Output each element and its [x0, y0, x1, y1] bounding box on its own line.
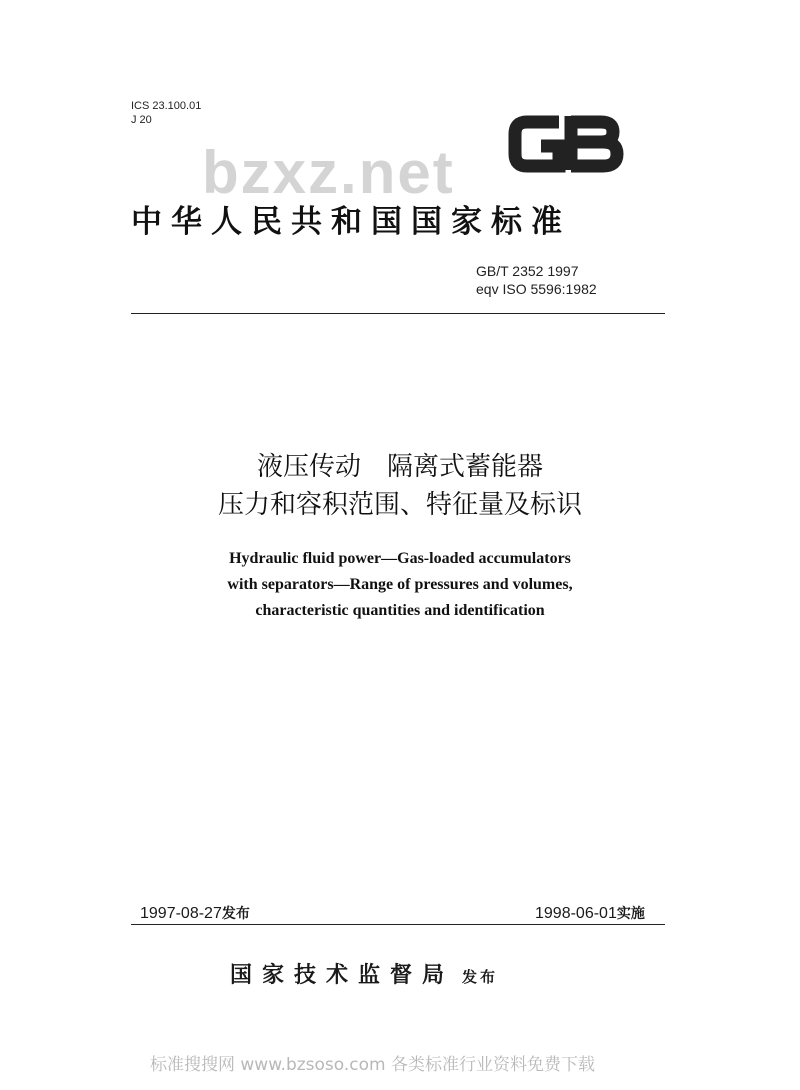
- english-title-line-2: with separators—Range of pressures and volumes,: [227, 576, 573, 593]
- effective-date-value: 1998-06-01: [535, 905, 617, 922]
- publisher: [230, 958, 498, 989]
- chinese-title-line-1: 液压传动 隔离式蓄能器: [256, 452, 543, 482]
- footer-source-text: 标准搜搜网 www.bzsoso.com 各类标准行业资料免费下载: [150, 1055, 596, 1075]
- effective-date-label: 实施: [616, 905, 645, 921]
- english-title: [150, 546, 650, 624]
- chinese-title: [130, 448, 670, 524]
- top-divider: [131, 313, 665, 314]
- english-title-line-1: Hydraulic fluid power—Gas-loaded accumulators: [229, 550, 571, 567]
- english-title-line-3: characteristic quantities and identification: [255, 602, 545, 619]
- publisher-name: 国家技术监督局: [230, 962, 455, 988]
- standard-type-title: 中华人民共和国国家标准: [131, 204, 571, 240]
- ccs-code: J 20: [131, 114, 152, 126]
- issue-date-label: 发布: [221, 905, 250, 921]
- chinese-title-line-2: 压力和容积范围、特征量及标识: [217, 490, 582, 520]
- effective-date: [535, 903, 645, 923]
- watermark-text: bzxz.net: [202, 139, 455, 206]
- issue-date-value: 1997-08-27: [140, 905, 222, 922]
- ics-code: ICS 23.100.01: [131, 100, 202, 112]
- bottom-divider: [131, 924, 665, 925]
- publisher-action: 发布: [462, 968, 499, 986]
- gb-logo-icon: [505, 108, 627, 178]
- classification-codes: [131, 99, 201, 127]
- standard-code-block: [476, 262, 666, 298]
- standard-number: GB/T 2352 1997: [476, 263, 579, 279]
- iso-equivalence: eqv ISO 5596:1982: [476, 281, 597, 297]
- issue-date: [140, 903, 250, 923]
